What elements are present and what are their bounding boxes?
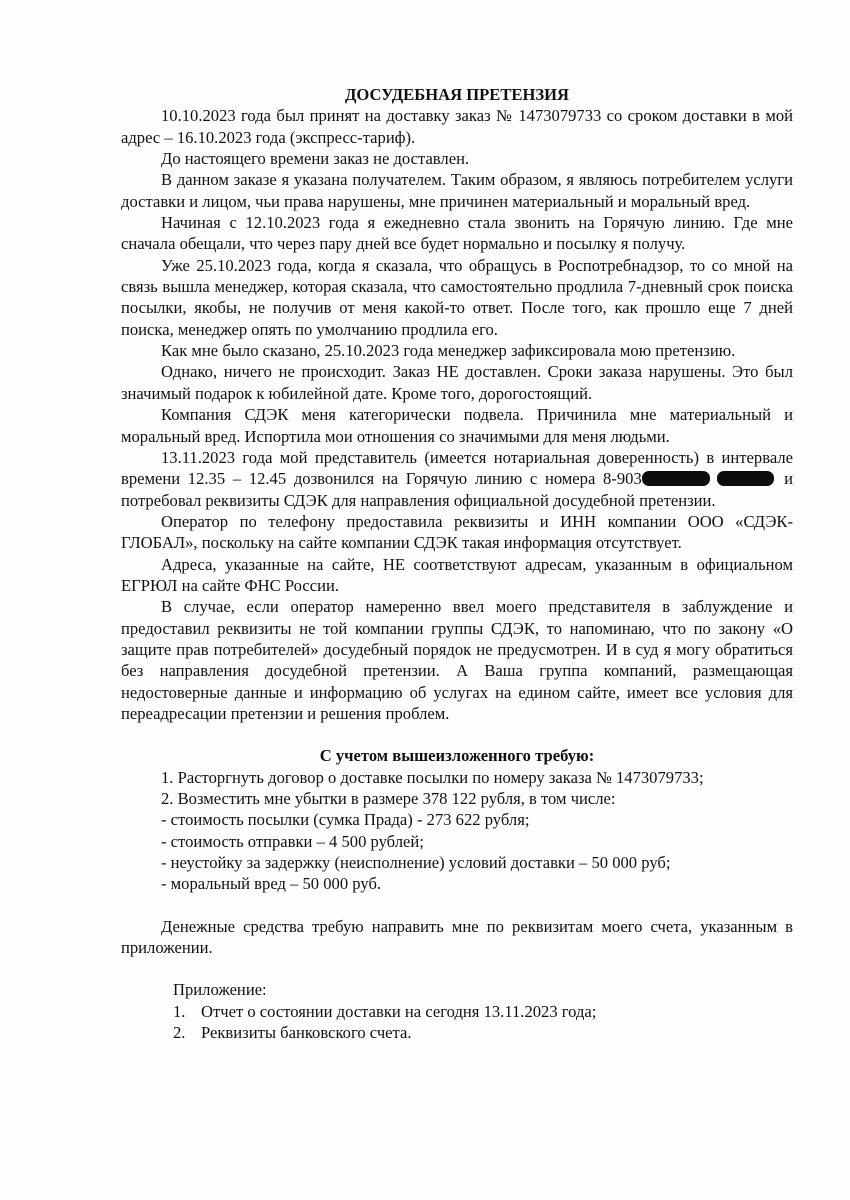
document-title: ДОСУДЕБНАЯ ПРЕТЕНЗИЯ (344, 85, 570, 104)
document-body (121, 84, 793, 1043)
paragraph-money-transfer: Денежные средства требую направить мне по реквизитам моего счета, указанным в приложении. (121, 916, 793, 958)
damages-item: - стоимость отправки – 4 500 рублей; (161, 831, 424, 851)
damages-item: - стоимость посылки (сумка Прада) - 273 622 рубля; (161, 810, 530, 830)
paragraph-not-delivered: До настоящего времени заказ не доставлен. (161, 149, 470, 169)
paragraph-operator-details: Оператор по телефону предоставила реквизиты и ИНН компании ООО «СДЭК-ГЛОБАЛ», поскольку на сайте компании СДЭК такая информация отсутствует. (121, 511, 793, 553)
redacted-phone-block (642, 471, 710, 486)
demand-item: 1. Расторгнуть договор о доставке посылки по номеру заказа № 1473079733; (161, 767, 704, 787)
paragraph-nothing-happens: Однако, ничего не происходит. Заказ НЕ доставлен. Сроки заказа нарушены. Это был значимый подарок к юбилейной дате. Кроме того, дорогостоящий. (121, 362, 793, 403)
redacted-phone-block-2 (717, 471, 774, 486)
paragraph-claim-registered: Как мне было сказано, 25.10.2023 года менеджер зафиксировала мою претензию. (161, 341, 736, 361)
paragraph-order-accepted: 10.10.2023 года был принят на доставку заказ № 1473079733 со сроком доставки в мой адрес – 16.10.2023 года (экспресс-тариф). (121, 106, 793, 147)
paragraph-consumer-law: В случае, если оператор намеренно ввел моего представителя в заблуждение и предоставил реквизиты не той компании группы СДЭК, то напоминаю, что по закону «О защите прав потребителей» досудебный порядок не предусмотрен. И в суд я могу обратиться без направления досудебной претензии. А Ваша группа компаний, размещающая недостоверные данные и информацию об услугах на едином сайте, имеет все условия для переадресации претензии и решения проблем. (121, 597, 793, 723)
appendix-item-number: 1. (173, 1001, 186, 1021)
damages-item: - неустойку за задержку (неисполнение) условий доставки – 50 000 руб; (161, 853, 671, 873)
damages-breakdown-list (121, 809, 793, 894)
appendix-item-text: Отчет о состоянии доставки на сегодня 13.11.2023 года; (201, 1001, 597, 1021)
demand-item: 2. Возместить мне убытки в размере 378 122 рубля, в том числе: (161, 789, 616, 808)
appendix-item-number: 2. (173, 1023, 186, 1043)
paragraph-representative-call (121, 447, 793, 511)
paragraph-addresses-mismatch: Адреса, указанные на сайте, НЕ соответствуют адресам, указанным в официальном ЕГРЮЛ на сайте ФНС России. (121, 554, 793, 595)
appendix-item (173, 1022, 793, 1043)
representative-text-after: и потребовал реквизиты СДЭК для направления официальной досудебной претензии. (121, 469, 794, 510)
appendix-item (173, 1001, 793, 1022)
appendix-list (121, 1001, 793, 1044)
paragraph-recipient: В данном заказе я указана получателем. Таким образом, я являюсь потребителем услуги доставки и лицом, чьи права нарушены, мне причинен материальный и моральный вред. (121, 170, 793, 211)
paragraph-manager-extension: Уже 25.10.2023 года, когда я сказала, что обращусь в Роспотребнадзор, то со мной на связь вышла менеджер, которая сказала, что самостоятельно продлила 7-дневный срок поиска посылки, якобы, не получив от меня какой-то ответ. После того, как прошло еще 7 дней поиска, менеджер опять по умолчанию продлила его. (121, 255, 793, 339)
paragraph-company-failed: Компания СДЭК меня категорически подвела. Причинила мне материальный и моральный вред. Испортила мои отношения со значимыми для меня людьми. (121, 405, 793, 446)
damages-item: - моральный вред – 50 000 руб. (161, 874, 382, 894)
demands-heading: С учетом вышеизложенного требую: (319, 746, 595, 766)
appendix-title: Приложение: (173, 980, 267, 1000)
appendix-item-text: Реквизиты банковского счета. (201, 1023, 412, 1043)
demands-list (121, 767, 793, 810)
paragraph-hotline-calls: Начиная с 12.10.2023 года я ежедневно стала звонить на Горячую линию. Где мне сначала обещали, что через пару дней все будет нормально и посылку я получу. (121, 213, 793, 254)
representative-text-before: 13.11.2023 года мой представитель (имеется нотариальная доверенность) в интервале времени 12.35 – 12.45 дозвонился на Горячую линию с номера 8-903 (121, 447, 793, 489)
